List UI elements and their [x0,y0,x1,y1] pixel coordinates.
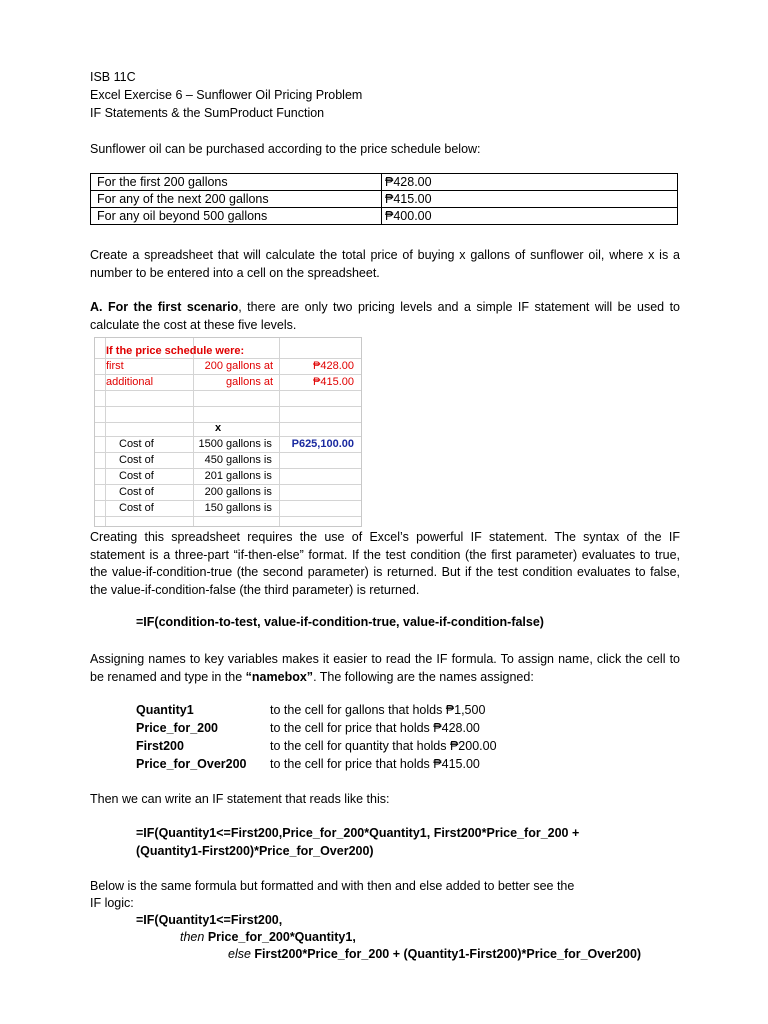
sheet-first-price: ₱428.00 [313,360,354,372]
sheet-additional-label: additional [106,376,154,388]
names-paragraph-text: Assigning names to key variables makes it easier to read the IF formula. To assign name, click the cell to be renamed and type in the [90,652,680,684]
name-item: Price_for_200 [136,721,219,735]
sheet-row-label: Cost of [119,470,154,482]
tier-label: For any of the next 200 gallons [91,191,382,208]
sheet-row-qty: 150 [204,502,223,514]
exercise-title: Excel Exercise 6 – Sunflower Oil Pricing Problem [90,88,363,102]
task-paragraph: Create a spreadsheet that will calculate the total price of buying x gallons of sunflower oil, where x is a number to be entered into a cell on the spreadsheet. [90,248,680,280]
sheet-row-unit: gallons is [226,502,272,514]
then-keyword: then [180,930,205,944]
if-syntax-formula: =IF(condition-to-test, value-if-condition-true, value-if-condition-false) [136,615,544,629]
sheet-additional-unit: gallons at [226,376,274,388]
sheet-additional-price: ₱415.00 [313,376,354,388]
name-description: to the cell for quantity that holds ₱200.00 [270,739,497,753]
then-text: Then we can write an IF statement that reads like this: [90,792,390,806]
sheet-first-qty: 200 [204,360,223,372]
sheet-x-header: x [215,422,222,434]
sheet-row-qty: 200 [204,486,223,498]
names-paragraph-end: . The following are the names assigned: [313,669,534,684]
sheet-first-unit: gallons at [226,360,274,372]
sheet-title: If the price schedule were: [106,345,245,357]
else-keyword: else [228,947,251,961]
sheet-row-unit: gallons is [226,454,272,466]
intro-text: Sunflower oil can be purchased according to the price schedule below: [90,142,481,156]
name-description: to the cell for price that holds ₱415.00 [270,757,480,771]
names-paragraph [90,651,680,686]
price-schedule-table [90,173,678,225]
name-item: First200 [136,739,184,753]
scenario-a-text: , there are only two pricing levels and a simple IF statement will be used to calculate the cost at these five levels. [90,300,680,332]
tier-price: ₱428.00 [382,174,678,191]
name-item: Price_for_Over200 [136,757,247,771]
if-statement-paragraph: Creating this spreadsheet requires the use of Excel’s powerful IF statement. The syntax of the IF statement is a three-part “if-then-else” format. If the test condition (the first parameter) evaluates to true, the value-if-condition-true (the second parameter) is returned. But if the test condition evaluates to false, the value-if-condition-false (the third parameter) is returned. [90,530,680,597]
sheet-row-unit: gallons is [226,486,272,498]
formatted-formula-then [180,930,356,944]
sheet-row-label: Cost of [119,486,154,498]
table-row [91,208,678,225]
name-description: to the cell for price that holds ₱428.00 [270,721,480,735]
scenario-a-lead: A. For the first scenario [90,300,239,314]
table-row [91,174,678,191]
else-expression: First200*Price_for_200 + (Quantity1-First200)*Price_for_Over200) [250,947,642,961]
below-text-line-1: Below is the same formula but formatted and with then and else added to better see the [90,879,575,893]
formatted-formula-else [228,947,641,961]
sheet-row-unit: gallons is [226,470,272,482]
sheet-row-qty: 201 [204,470,223,482]
scenario-a-paragraph [90,299,680,334]
if-formula-line-1: =IF(Quantity1<=First200,Price_for_200*Quantity1, First200*Price_for_200 + [136,826,580,840]
below-text-line-2: IF logic: [90,896,134,910]
table-row [91,191,678,208]
formatted-formula-line-1: =IF(Quantity1<=First200, [136,913,283,927]
sheet-row-result: P625,100.00 [291,438,354,450]
exercise-topic: IF Statements & the SumProduct Function [90,106,325,120]
name-description: to the cell for gallons that holds ₱1,500 [270,703,486,717]
namebox-term: “namebox” [245,669,314,684]
tier-label: For the first 200 gallons [91,174,382,191]
sheet-row-qty: 450 [204,454,223,466]
sheet-row-label: Cost of [119,502,154,514]
tier-price: ₱400.00 [382,208,678,225]
if-formula-line-2: (Quantity1-First200)*Price_for_Over200) [136,844,374,858]
sheet-row-qty: 1500 [198,438,223,450]
sheet-row-unit: gallons is [226,438,272,450]
name-item: Quantity1 [136,703,194,717]
sheet-row-label: Cost of [119,454,154,466]
then-expression: Price_for_200*Quantity1, [204,930,356,944]
spreadsheet-image [94,337,362,527]
tier-price: ₱415.00 [382,191,678,208]
sheet-row-label: Cost of [119,438,154,450]
course-code: ISB 11C [90,70,136,84]
tier-label: For any oil beyond 500 gallons [91,208,382,225]
sheet-first-label: first [106,360,124,372]
